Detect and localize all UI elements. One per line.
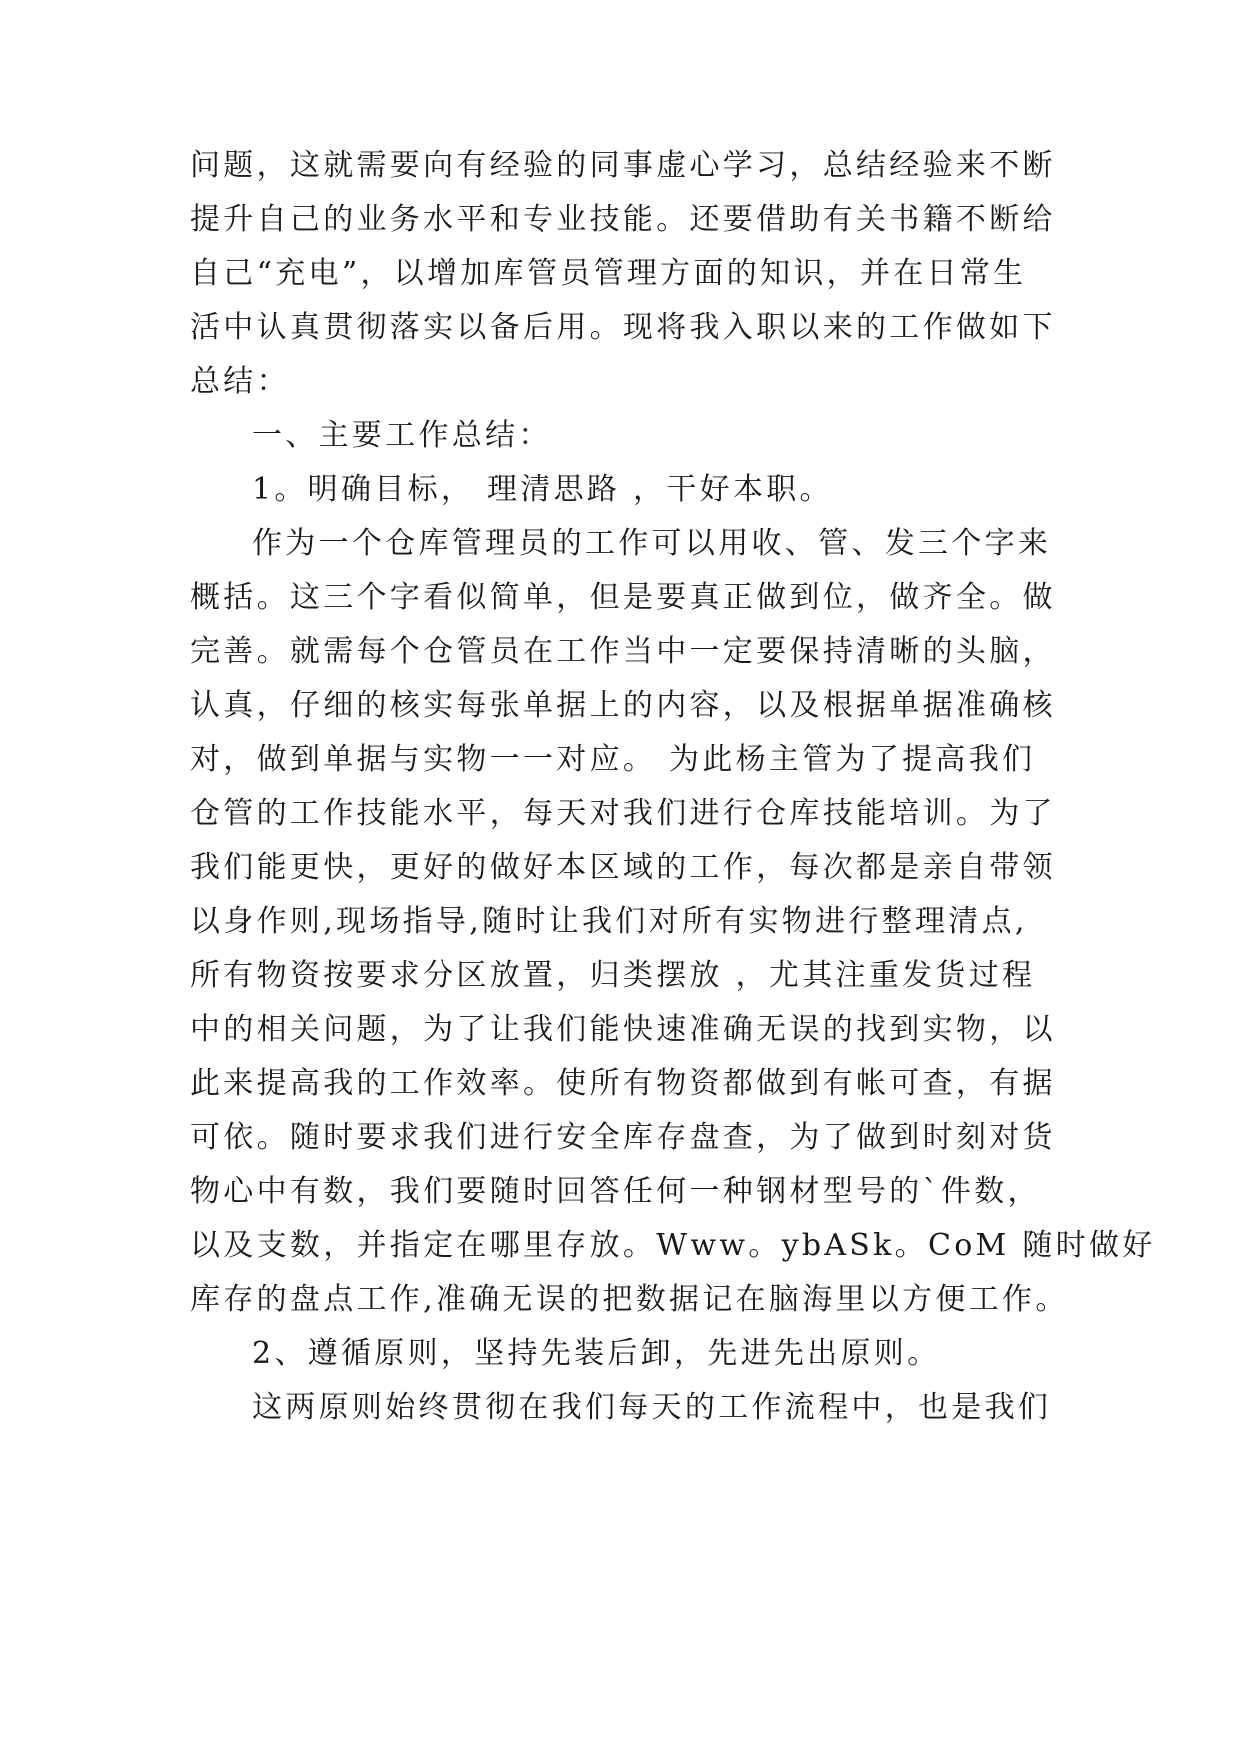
text-line: 可依。随时要求我们进行安全库存盘查，为了做到时刻对货 [190, 1120, 1056, 1155]
text-line: 我们能更快，更好的做好本区域的工作，每次都是亲自带领 [190, 850, 1056, 885]
subsection-heading: 2、遵循原则，坚持先装后卸，先进先出原则。 [252, 1336, 941, 1371]
subsection-heading: 1。明确目标， 理清思路 ，干好本职。 [252, 472, 833, 507]
text-line: 作为一个仓库管理员的工作可以用收、管、发三个字来 [252, 526, 1052, 561]
text-line: 对，做到单据与实物一一对应。 为此杨主管为了提高我们 [190, 742, 1036, 777]
text-line: 提升自己的业务水平和专业技能。还要借助有关书籍不断给 [190, 202, 1056, 237]
text-line: 总结： [190, 364, 290, 399]
text-line: 此来提高我的工作效率。使所有物资都做到有帐可查，有据 [190, 1066, 1056, 1101]
text-line: 完善。就需每个仓管员在工作当中一定要保持清晰的头脑， [190, 634, 1056, 669]
text-line: 认真，仔细的核实每张单据上的内容，以及根据单据准确核 [190, 688, 1056, 723]
text-line: 仓管的工作技能水平，每天对我们进行仓库技能培训。为了 [190, 796, 1056, 831]
text-line: 自己“充电”，以增加库管员管理方面的知识，并在日常生 [190, 256, 1027, 291]
text-line: 以及支数，并指定在哪里存放。Www。ybASk。CoM 随时做好 [190, 1228, 1156, 1263]
text-line: 中的相关问题，为了让我们能快速准确无误的找到实物，以 [190, 1012, 1056, 1047]
text-line: 活中认真贯彻落实以备后用。现将我入职以来的工作做如下 [190, 310, 1056, 345]
text-line: 所有物资按要求分区放置，归类摆放 ，尤其注重发货过程 [190, 958, 1036, 993]
section-heading: 一、主要工作总结： [252, 418, 552, 453]
text-line: 问题，这就需要向有经验的同事虚心学习，总结经验来不断 [190, 148, 1056, 183]
text-line: 以身作则,现场指导,随时让我们对所有实物进行整理清点, [190, 904, 1028, 939]
text-line: 这两原则始终贯彻在我们每天的工作流程中，也是我们 [252, 1390, 1052, 1425]
text-line: 物心中有数，我们要随时回答任何一种钢材型号的`件数， [190, 1174, 1041, 1209]
text-line: 概括。这三个字看似简单，但是要真正做到位，做齐全。做 [190, 580, 1056, 615]
text-line: 库存的盘点工作,准确无误的把数据记在脑海里以方便工作。 [190, 1282, 1069, 1317]
